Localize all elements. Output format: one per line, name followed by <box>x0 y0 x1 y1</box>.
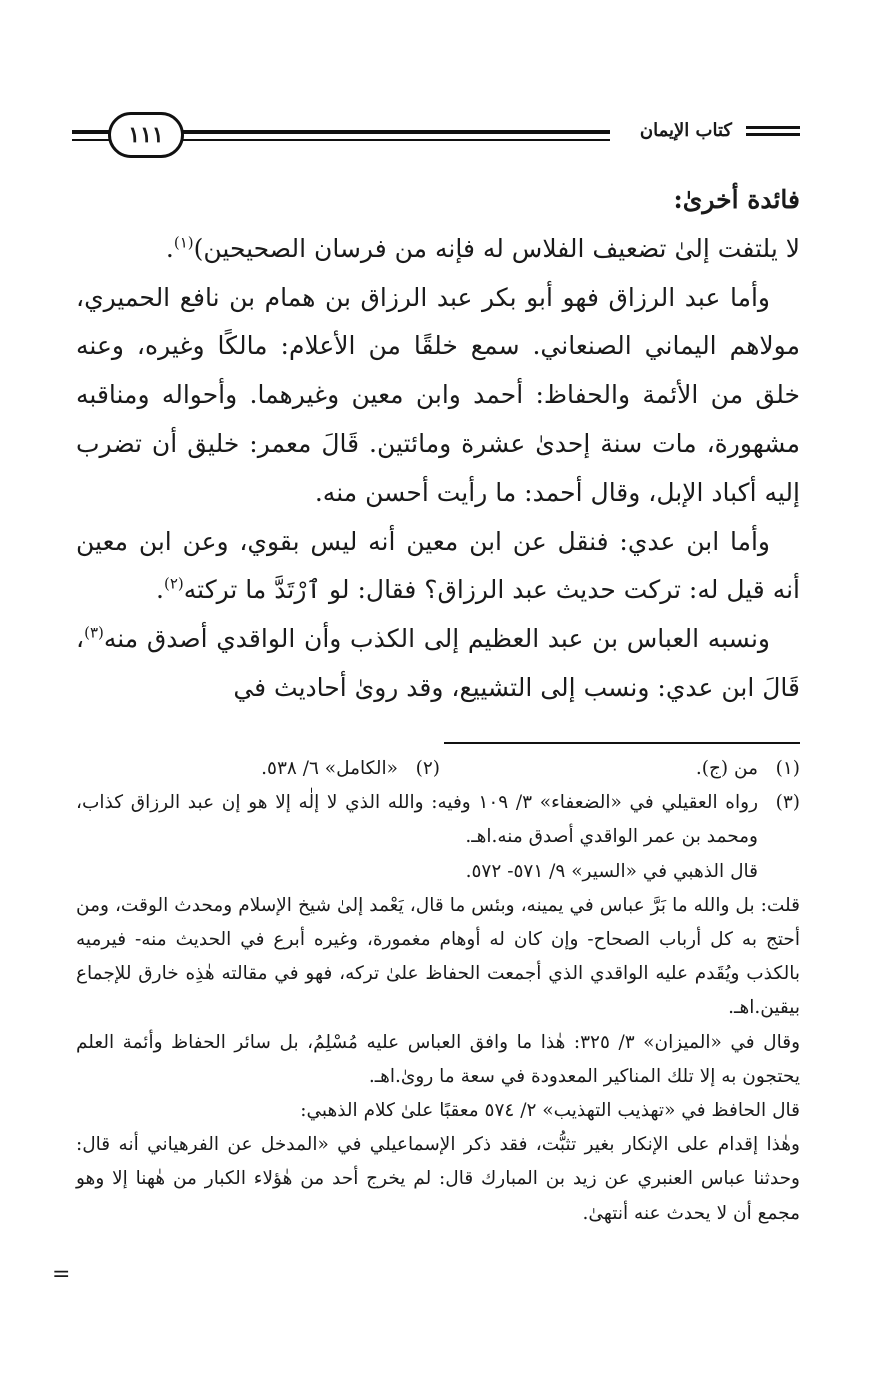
paragraph-1 <box>76 225 800 274</box>
main-text <box>76 176 800 713</box>
footnote-2 <box>80 752 440 786</box>
book-title: كتاب الإيمان <box>639 120 732 141</box>
footnote-3-line-3: قلت: بل والله ما بَرَّ عباس في يمينه، وبئس ما قال، يَعْمد إلىٰ شيخ الإسلام ومحدث الوقت، ومن أحتج به كل أرباب الصحاح- وإن كان له أوهام مغمورة، وغيره أبرع في الحديث منه- فيرميه بالكذب ويُقَدم عليه الواقدي الذي أجمعت الحفاظ علىٰ تركه، فهو في مقالته هٰذِه خارق للإجماع بيقين.اهـ. <box>76 894 800 1019</box>
section-heading: فائدة أخرىٰ: <box>673 185 800 214</box>
running-header <box>72 112 800 162</box>
paragraph-3-text: وأما ابن عدي: فنقل عن ابن معين أنه ليس بقوي، وعن ابن معين أنه قيل له: تركت حديث عبد الرزاق؟ فقال: لو ٱرْتَدَّ ما تركته <box>76 526 800 605</box>
footnote-3-line-2: قال الذهبي في «السير» ٩/ ٥٧١- ٥٧٢. <box>465 860 758 882</box>
header-rule <box>182 130 610 141</box>
footnote-3-line-6: وهٰذا إقدام على الإنكار بغير تثبُّت، فقد ذكر الإسماعيلي في «المدخل عن الفرهياني أنه قال: وحدثنا عباس العنبري عن زيد بن المبارك قال: لم يخرج أحد من هٰؤلاء الكبار من هٰهنا إلا وهو مجمع أن لا يحدث عنه أنتهىٰ. <box>76 1134 800 1224</box>
paragraph-3 <box>76 518 800 616</box>
footnote-separator <box>444 742 800 744</box>
footnote-1 <box>440 752 800 786</box>
paragraph-2: وأما عبد الرزاق فهو أبو بكر عبد الرزاق بن همام بن نافع الحميري، مولاهم اليماني الصنعاني. سمع خلقًا من الأعلام: مالكًا وغيره، وعنه خلق من الأئمة والحفاظ: أحمد وابن معين وغيرهما. وأحواله ومناقبه مشهورة، مات سنة إحدىٰ عشرة ومائتين. قَالَ معمر: خليق أن تضرب إليه أكباد الإبل، وقال أحمد: ما رأيت أحسن منه. <box>76 282 800 507</box>
continuation-mark: = <box>52 1262 71 1287</box>
footnote-3-line-5: قال الحافظ في «تهذيب التهذيب» ٢/ ٥٧٤ معقبًا علىٰ كلام الذهبي: <box>300 1100 800 1122</box>
paragraph-4-text-b: ، قَالَ ابن عدي: ونسب إلى التشييع، وقد روىٰ أحاديث في <box>76 624 800 702</box>
footnote-3-line-4: وقال في «الميزان» ٣/ ٣٢٥: هٰذا ما وافق العباس عليه مُسْلِمُ، بل سائر الحفاظ وأئمة العلم يحتجون به إلا تلك المناكير المعدودة في سعة ما روىٰ.اهـ. <box>76 1031 801 1087</box>
footnote-ref-1: (١) <box>173 233 194 252</box>
footnote-3-text: رواه العقيلي في «الضعفاء» ٣/ ١٠٩ وفيه: والله الذي لا إلٰه إلا هو إن عبد الرزاق كذاب، ومحمد بن عمر الواقدي أصدق منه.اهـ. <box>76 792 758 848</box>
paragraph-4 <box>76 615 800 713</box>
footnote-ref-2: (٢) <box>163 575 184 594</box>
paragraph-1-end: . <box>165 233 174 263</box>
footnotes-1-2 <box>76 752 800 786</box>
footnote-3 <box>76 786 800 889</box>
footnote-ref-3: (٣) <box>84 623 104 642</box>
header-ornament-dash <box>746 126 800 136</box>
footnote-3-body <box>76 786 758 889</box>
footnote-1-number: (١) <box>775 758 800 779</box>
footnote-3-number: (٣) <box>775 792 800 814</box>
footnote-2-text: «الكامل» ٦/ ٥٣٨. <box>261 758 398 779</box>
page-number: ١١١ <box>108 112 184 158</box>
footnote-2-number: (٢) <box>415 758 440 779</box>
footnotes <box>76 752 800 1231</box>
paragraph-3-end: . <box>156 575 164 605</box>
paragraph-4-text-a: ونسبه العباس بن عبد العظيم إلى الكذب وأن الواقدي أصدق منه <box>103 624 770 654</box>
header-rule-left <box>72 130 110 141</box>
paragraph-1-text: لا يلتفت إلىٰ تضعيف الفلاس له فإنه من فرسان الصحيحين) <box>193 233 800 263</box>
footnote-1-text: من (ج). <box>695 758 758 779</box>
